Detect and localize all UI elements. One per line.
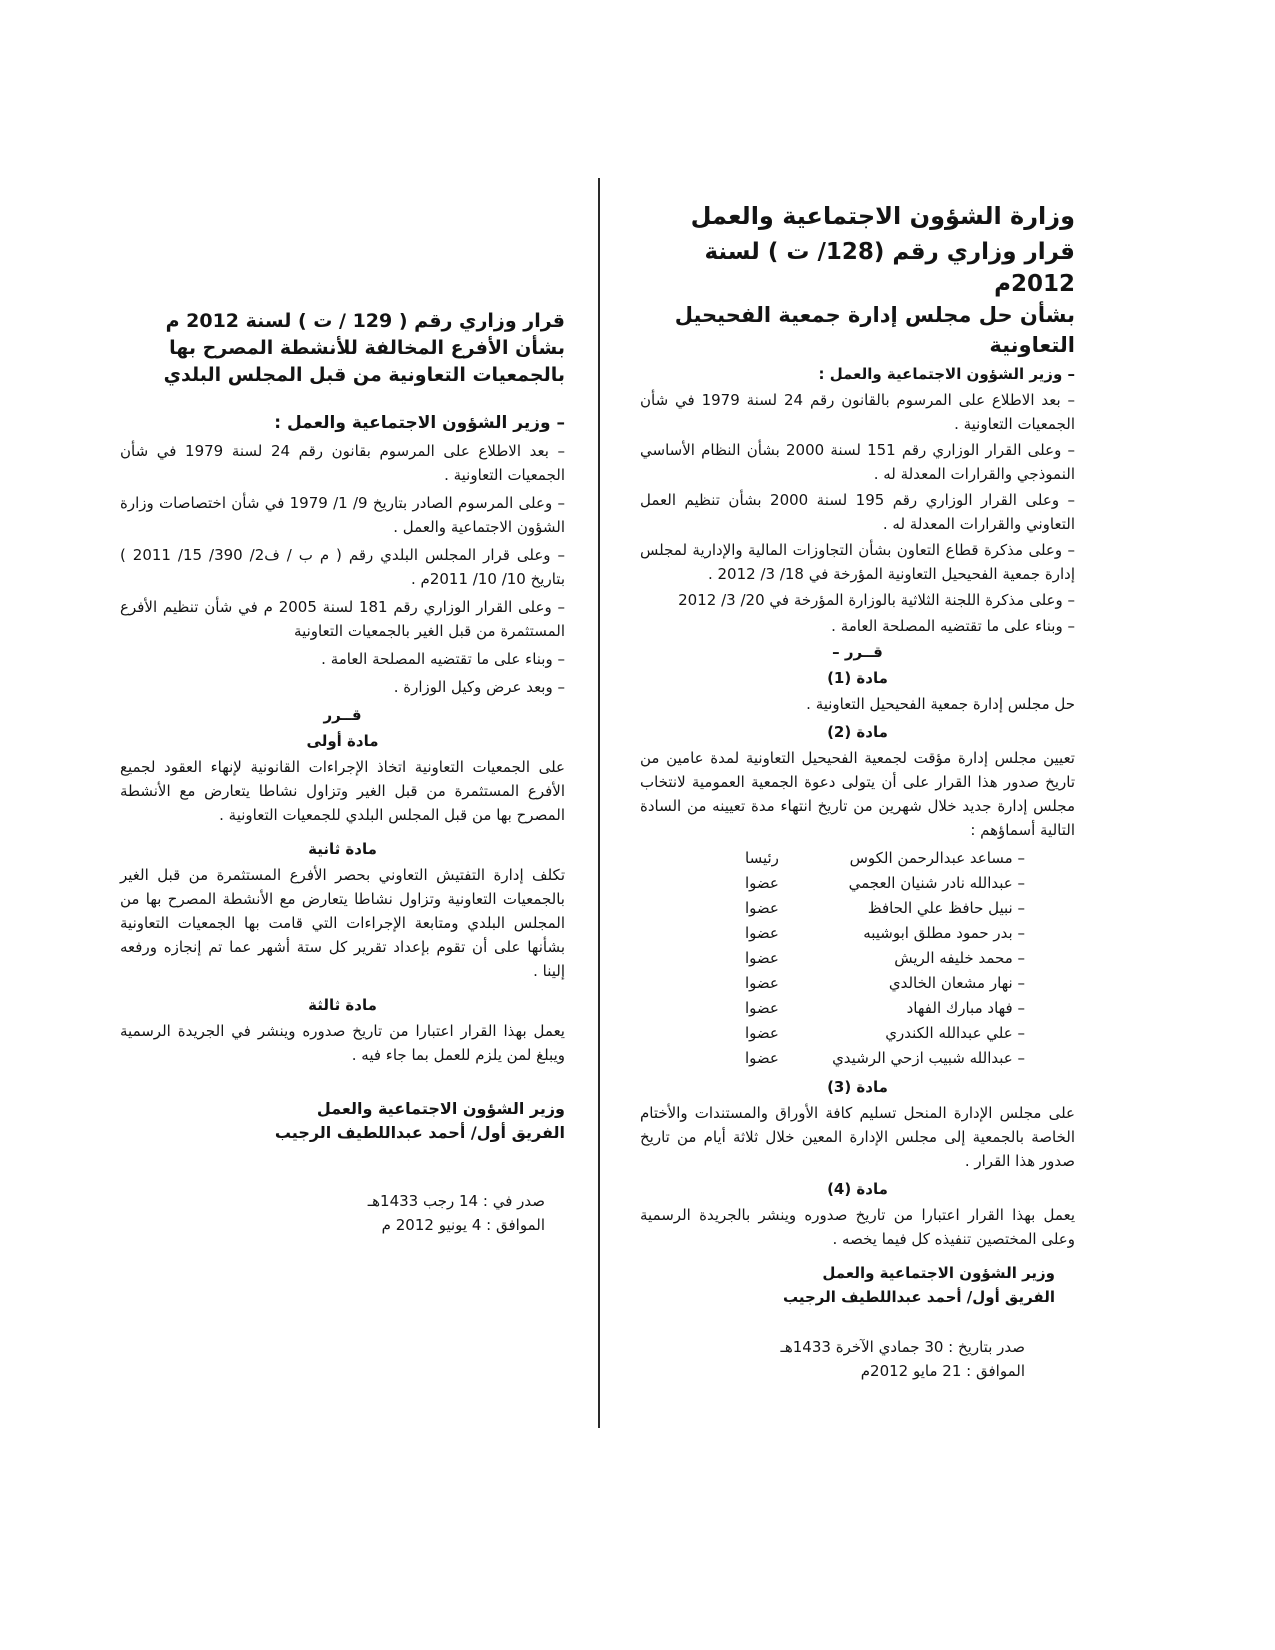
- preamble-item: – وعلى القرار الوزاري رقم 151 لسنة 2000 بشأن النظام الأساسي النموذجي والقرارات المعدلة له .: [640, 441, 1075, 483]
- article-text: تكلف إدارة التفتيش التعاوني بحصر الأفرع المستثمرة من قبل الغير بالجمعيات التعاونية وتزاول نشاطا يتعارض مع الأنشطة المصرح بها من المجلس البلدي ومتابعة الإجراءات التي قامت بها الجمعيات التعاونية بشأنها على أن تقوم بإعداد تقرير كل ستة أشهر عما تم إنجازه ورفعه إلينا .: [120, 866, 565, 980]
- article-text: تعيين مجلس إدارة مؤقت لجمعية الفحيحيل التعاونية لمدة عامين من تاريخ صدور هذا القرار على أن يتولى دعوة الجمعية العمومية لانتخاب مجلس إدارة جديد خلال شهرين من تاريخ انتهاء مدة تعيينه من السادة التالية أسماؤهم :: [640, 749, 1075, 839]
- signature-block: [120, 1097, 565, 1145]
- decision-subject-line-2: بالجمعيات التعاونية من قبل المجلس البلدي: [163, 364, 565, 386]
- preamble: [640, 388, 1075, 638]
- preamble-item: – وعلى مذكرة قطاع التعاون بشأن التجاوزات المالية والإدارية لمجلس إدارة جمعية الفحيحيل التعاونية المؤرخة في 18/ 3/ 2012 .: [640, 541, 1075, 583]
- preamble-item: – وعلى القرار الوزاري رقم 195 لسنة 2000 بشأن تنظيم العمل التعاوني والقرارات المعدلة له .: [640, 491, 1076, 533]
- issued-hijri: صدر بتاريخ : 30 جمادي الآخرة 1433هـ: [780, 1338, 1025, 1356]
- member-role: عضوا: [745, 874, 779, 892]
- preamble-item: – وعلى قرار المجلس البلدي رقم ( م ب / ف2/ 390/ 15/ 2011 ) بتاريخ 10/ 10/ 2011م .: [120, 546, 565, 588]
- decision-subject: بشأن حل مجلس إدارة جمعية الفحيحيل التعاونية: [674, 303, 1075, 357]
- article-text: يعمل بهذا القرار اعتبارا من تاريخ صدوره وينشر بالجريدة الرسمية وعلى المختصين تنفيذه كل فيما يخصه .: [640, 1206, 1075, 1248]
- member-role: عضوا: [745, 949, 779, 967]
- member-name: – فهاد مبارك الفهاد: [906, 999, 1025, 1017]
- signature-name: الفريق أول/ أحمد عبداللطيف الرجيب: [782, 1288, 1055, 1306]
- board-member: [640, 921, 1025, 946]
- board-member: [640, 846, 1025, 871]
- article-heading: مادة ثالثة: [308, 996, 377, 1014]
- decision-subject-line-1: بشأن الأفرع المخالفة للأنشطة المصرح بها: [169, 337, 565, 359]
- member-name: – نبيل حافظ علي الحافظ: [867, 899, 1025, 917]
- decision-title: قرار وزاري رقم ( 129 / ت ) لسنة 2012 م: [165, 310, 565, 332]
- member-name: – عبدالله نادر شنيان العجمي: [848, 874, 1025, 892]
- board-member: [640, 946, 1025, 971]
- issued-gregorian: الموافق : 21 مايو 2012م: [860, 1362, 1025, 1380]
- article-text: على الجمعيات التعاونية اتخاذ الإجراءات القانونية لإنهاء العقود لجميع الأفرع المستثمرة من قبل الغير وتزاول نشاطا يتعارض مع الأنشطة المصرح بها من قبل المجلس البلدي للجمعيات التعاونية .: [120, 758, 565, 824]
- signature-block: [640, 1261, 1075, 1309]
- preamble-item: – وبناء على ما تقتضيه المصلحة العامة .: [831, 617, 1075, 635]
- board-member: [640, 871, 1025, 896]
- minister-line: – وزير الشؤون الاجتماعية والعمل :: [274, 413, 565, 433]
- board-member: [640, 971, 1025, 996]
- decision-128: [640, 200, 1075, 1383]
- member-name: – بدر حمود مطلق ابوشيبه: [863, 924, 1025, 942]
- member-role: رئيسا: [745, 849, 779, 867]
- preamble: [120, 439, 565, 699]
- member-name: – محمد خليفه الريش: [894, 949, 1025, 967]
- minister-line: – وزير الشؤون الاجتماعية والعمل :: [818, 365, 1075, 383]
- article-heading: مادة (1): [827, 669, 888, 687]
- article-text: حل مجلس إدارة جمعية الفحيحيل التعاونية .: [806, 695, 1075, 713]
- member-name: – نهار مشعان الخالدي: [888, 974, 1025, 992]
- member-role: عضوا: [745, 899, 779, 917]
- preamble-item: – بعد الاطلاع على المرسوم بقانون رقم 24 لسنة 1979 في شأن الجمعيات التعاونية .: [120, 442, 565, 484]
- decides-heading: قــرر –: [832, 643, 883, 661]
- signature-title: وزير الشؤون الاجتماعية والعمل: [822, 1264, 1055, 1282]
- article-heading: مادة ثانية: [308, 840, 377, 858]
- article-heading: مادة (4): [827, 1180, 888, 1198]
- preamble-item: – وعلى القرار الوزاري رقم 181 لسنة 2005 م في شأن تنظيم الأفرع المستثمرة من قبل الغير بالجمعيات التعاونية: [120, 598, 565, 640]
- ministry-heading: وزارة الشؤون الاجتماعية والعمل: [690, 202, 1075, 230]
- member-name: – مساعد عبدالرحمن الكوس: [849, 849, 1025, 867]
- signature-name: الفريق أول/ أحمد عبداللطيف الرجيب: [274, 1123, 565, 1142]
- issue-date-block: [640, 1335, 1075, 1383]
- article-text: على مجلس الإدارة المنحل تسليم كافة الأوراق والمستندات والأختام الخاصة بالجمعية إلى مجلس الإدارة المعين خلال ثلاثة أيام من تاريخ صدور هذا القرار .: [640, 1104, 1075, 1170]
- issued-gregorian: الموافق : 4 يونيو 2012 م: [381, 1216, 545, 1234]
- preamble-item: – وبعد عرض وكيل الوزارة .: [393, 678, 565, 696]
- board-member: [640, 1046, 1025, 1071]
- member-role: عضوا: [745, 999, 779, 1017]
- board-member: [640, 896, 1025, 921]
- signature-title: وزير الشؤون الاجتماعية والعمل: [316, 1099, 565, 1118]
- article-text: يعمل بهذا القرار اعتبارا من تاريخ صدوره وينشر في الجريدة الرسمية ويبلغ لمن يلزم للعمل بما جاء فيه .: [120, 1022, 565, 1064]
- board-member: [640, 1021, 1025, 1046]
- article-heading: مادة (2): [827, 723, 888, 741]
- preamble-item: – بعد الاطلاع على المرسوم بالقانون رقم 24 لسنة 1979 في شأن الجمعيات التعاونية .: [640, 391, 1075, 433]
- preamble-item: – وعلى مذكرة اللجنة الثلاثية بالوزارة المؤرخة في 20/ 3/ 2012: [678, 591, 1075, 609]
- column-divider: [598, 178, 600, 1428]
- member-name: – علي عبدالله الكندري: [885, 1024, 1025, 1042]
- member-role: عضوا: [745, 1024, 779, 1042]
- preamble-item: – وبناء على ما تقتضيه المصلحة العامة .: [321, 650, 565, 668]
- board-members-list: [640, 846, 1075, 1071]
- article-heading: مادة أولى: [306, 732, 379, 750]
- member-role: عضوا: [745, 924, 779, 942]
- issued-hijri: صدر في : 14 رجب 1433هـ: [367, 1192, 545, 1210]
- member-role: عضوا: [745, 1049, 779, 1067]
- article-heading: مادة (3): [827, 1078, 888, 1096]
- board-member: [640, 996, 1025, 1021]
- member-name: – عبدالله شبيب ازحي الرشيدي: [832, 1049, 1025, 1067]
- decision-129: [120, 308, 565, 1237]
- issue-date-block: [120, 1189, 565, 1237]
- member-role: عضوا: [745, 974, 779, 992]
- preamble-item: – وعلى المرسوم الصادر بتاريخ 9/ 1/ 1979 في شأن اختصاصات وزارة الشؤون الاجتماعية والعمل .: [120, 494, 565, 536]
- decision-title: قرار وزاري رقم (128/ ت ) لسنة 2012م: [704, 239, 1075, 297]
- decides-heading: قــرر: [323, 706, 362, 724]
